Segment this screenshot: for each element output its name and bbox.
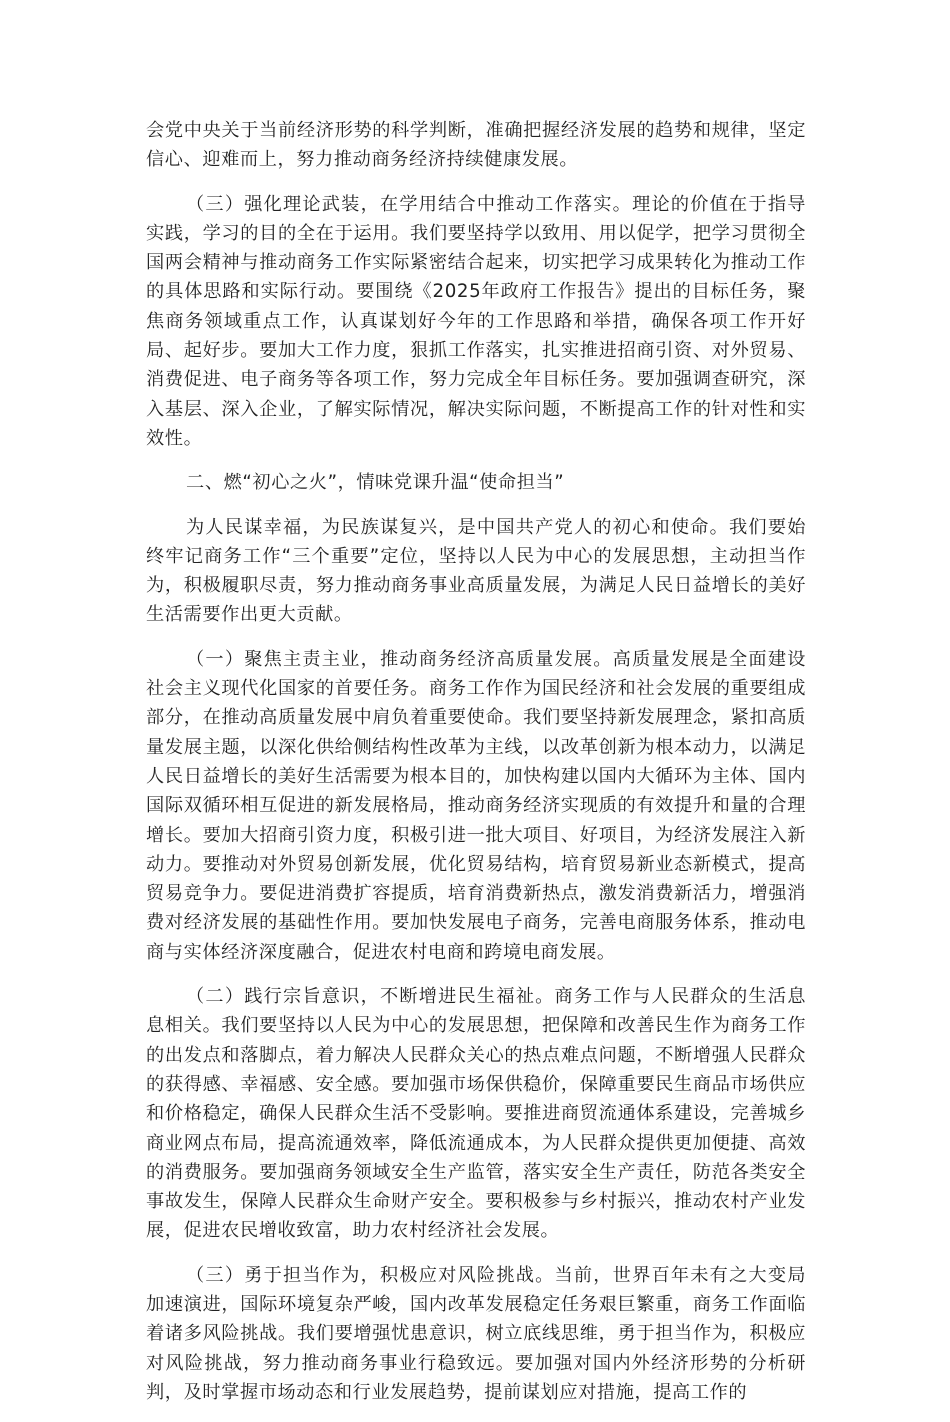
section-heading-2: 二、燃“初心之火”，情味党课升温“使命担当” [186, 472, 565, 494]
paragraph-original-mission: 为人民谋幸福，为民族谋复兴，是中国共产党人的初心和使命。我们要始终牢记商务工作“三个重要”定位，坚持以人民为中心的发展思想，主动担当作为，积极履职尽责，努力推动商务事业高质量发展，为满足人民日益增长的美好生活需要作出更大贡献。 [146, 516, 806, 626]
paragraph-serve-people: （二）践行宗旨意识，不断增进民生福祉。商务工作与人民群众的生活息息相关。我们要坚持以人民为中心的发展思想，把保障和改善民生作为商务工作的出发点和落脚点，着力解决人民群众关心的热点难点问题，不断增强人民群众的获得感、幸福感、安全感。要加强市场保供稳价，保障重要民生商品市场供应和价格稳定，确保人民群众生活不受影响。要推进商贸流通体系建设，完善城乡商业网点布局，提高流通效率，降低流通成本，为人民群众提供更加便捷、高效的消费服务。要加强商务领域安全生产监管，落实安全生产责任，防范各类安全事故发生，保障人民群众生命财产安全。要积极参与乡村振兴，推动农村产业发展，促进农民增收致富，助力农村经济社会发展。 [146, 986, 806, 1242]
paragraph-face-risks: （三）勇于担当作为，积极应对风险挑战。当前，世界百年未有之大变局加速演进，国际环境复杂严峻，国内改革发展稳定任务艰巨繁重，商务工作面临着诸多风险挑战。我们要增强忧患意识，树立底线思维，勇于担当作为，积极应对风险挑战，努力推动商务事业行稳致远。要加强对国内外经济形势的分析研判，及时掌握市场动态和行业发展趋势，提前谋划应对措施，提高工作的 [146, 1264, 806, 1403]
document-body [146, 116, 806, 1422]
paragraph-strengthen-theory: （三）强化理论武装，在学用结合中推动工作落实。理论的价值在于指导实践，学习的目的全在于运用。我们要坚持学以致用、用以促学，把学习贯彻全国两会精神与推动商务工作实际紧密结合起来，切实把学习成果转化为推动工作的具体思路和实际行动。要围绕《2025年政府工作报告》提出的目标任务，聚焦商务领域重点工作，认真谋划好今年的工作思路和举措，确保各项工作开好局、起好步。要加大工作力度，狠抓工作落实，扎实推进招商引资、对外贸易、消费促进、电子商务等各项工作，努力完成全年目标任务。要加强调查研究，深入基层、深入企业，了解实际情况，解决实际问题，不断提高工作的针对性和实效性。 [146, 193, 806, 449]
paragraph-continuation: 会党中央关于当前经济形势的科学判断，准确把握经济发展的趋势和规律，坚定信心、迎难而上，努力推动商务经济持续健康发展。 [146, 120, 806, 171]
paragraph-focus-main-business: （一）聚焦主责主业，推动商务经济高质量发展。高质量发展是全面建设社会主义现代化国家的首要任务。商务工作作为国民经济和社会发展的重要组成部分，在推动高质量发展中肩负着重要使命。我们要坚持新发展理念，紧扣高质量发展主题，以深化供给侧结构性改革为主线，以改革创新为根本动力，以满足人民日益增长的美好生活需要为根本目的，加快构建以国内大循环为主体、国内国际双循环相互促进的新发展格局，推动商务经济实现质的有效提升和量的合理增长。要加大招商引资力度，积极引进一批大项目、好项目，为经济发展注入新动力。要推动对外贸易创新发展，优化贸易结构，培育贸易新业态新模式，提高贸易竞争力。要促进消费扩容提质，培育消费新热点，激发消费新活力，增强消费对经济发展的基础性作用。要加快发展电子商务，完善电商服务体系，推动电商与实体经济深度融合，促进农村电商和跨境电商发展。 [146, 648, 806, 963]
